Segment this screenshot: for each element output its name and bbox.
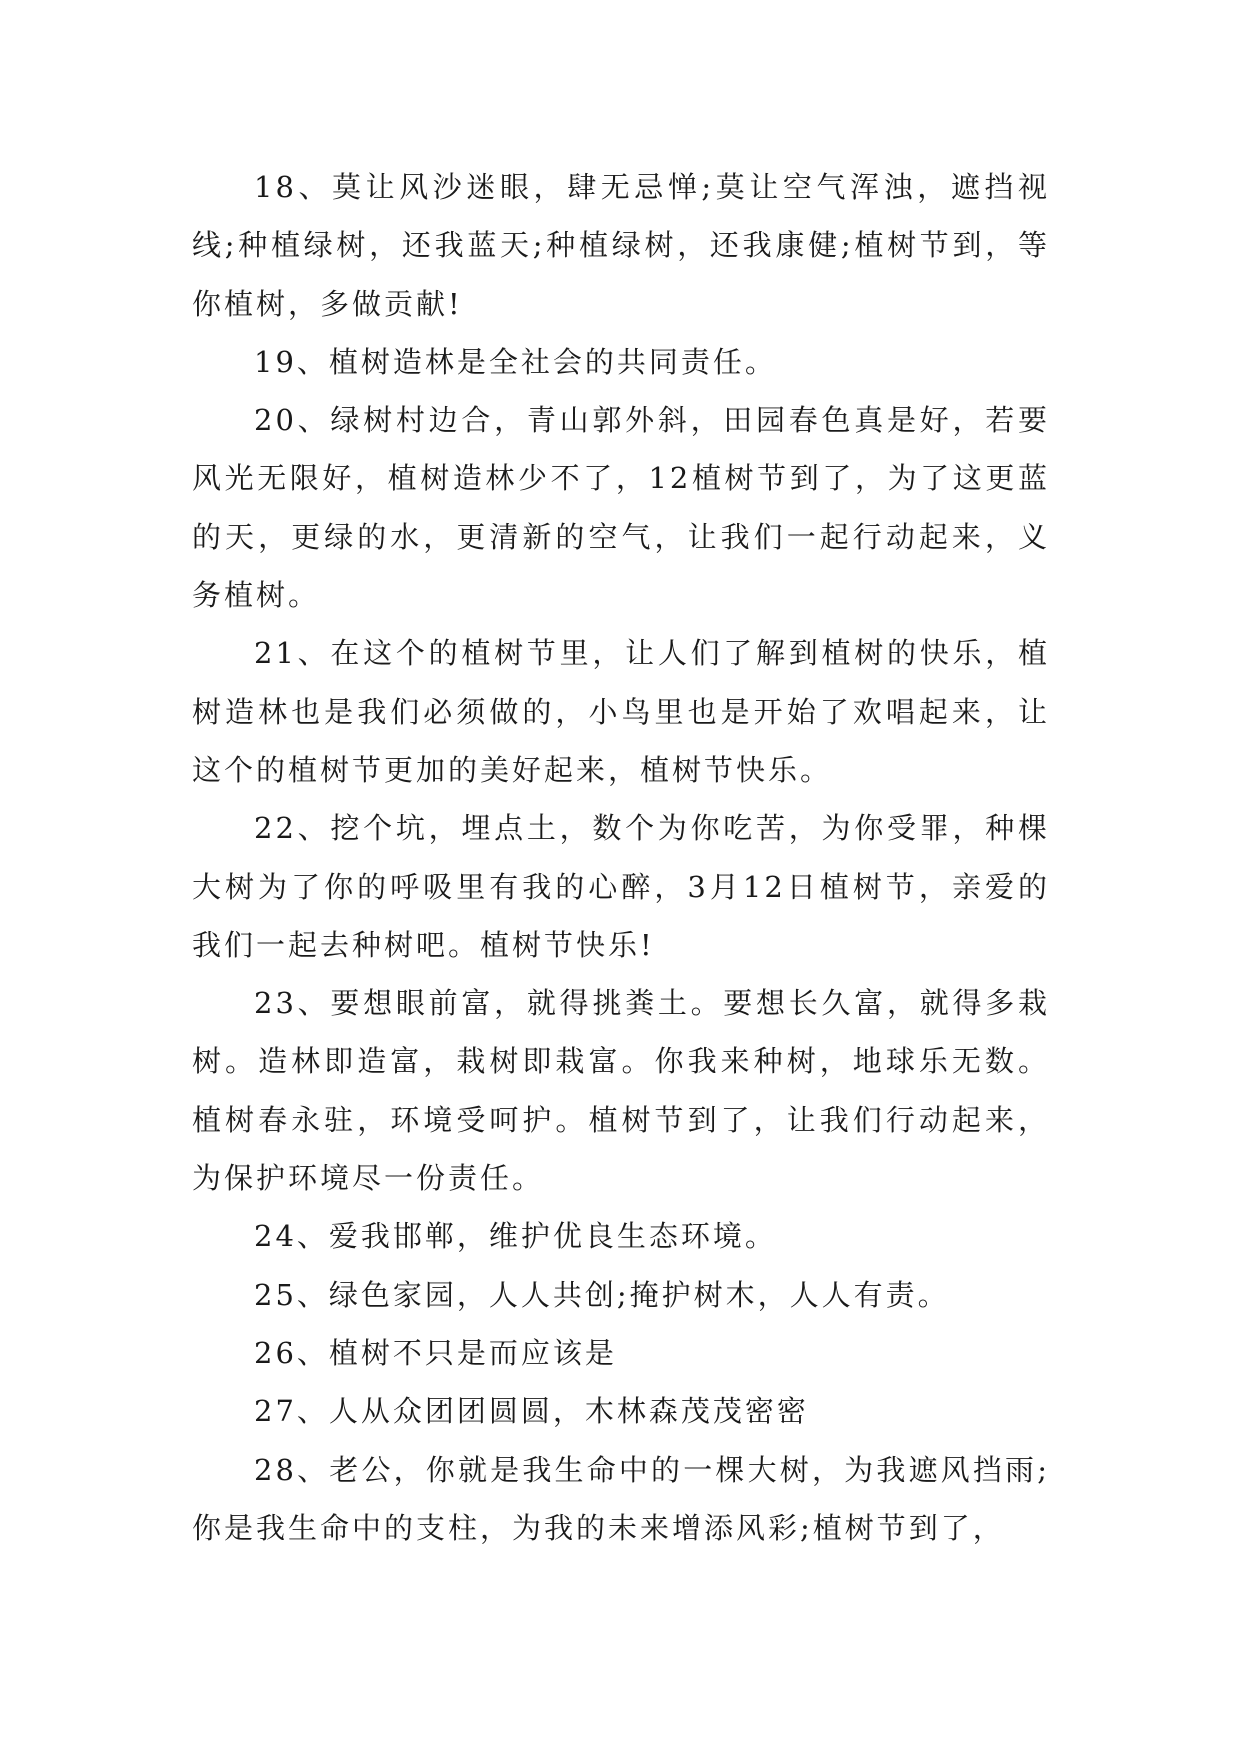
paragraph-20: 20、绿树村边合，青山郭外斜，田园春色真是好，若要风光无限好，植树造林少不了，12植树节到了，为了这更蓝的天，更绿的水，更清新的空气，让我们一起行动起来，义务植树。 [192, 403, 1050, 613]
paragraph-28: 28、老公，你就是我生命中的一棵大树，为我遮风挡雨;你是我生命中的支柱，为我的未来增添风彩;植树节到了， [192, 1452, 1050, 1545]
paragraph-21: 21、在这个的植树节里，让人们了解到植树的快乐，植树造林也是我们必须做的，小鸟里也是开始了欢唱起来，让这个的植树节更加的美好起来，植树节快乐。 [192, 636, 1050, 787]
paragraph-27: 27、人从众团团圆圆，木林森茂茂密密 [254, 1394, 809, 1429]
paragraph-19: 19、植树造林是全社会的共同责任。 [254, 344, 777, 379]
paragraph-18: 18、莫让风沙迷眼，肆无忌惮;莫让空气浑浊，遮挡视线;种植绿树，还我蓝天;种植绿树，还我康健;植树节到，等你植树，多做贡献! [192, 170, 1050, 321]
paragraph-23: 23、要想眼前富，就得挑粪土。要想长久富，就得多栽树。造林即造富，栽树即栽富。你我来种树，地球乐无数。植树春永驻，环境受呵护。植树节到了，让我们行动起来，为保护环境尽一份责任。 [192, 986, 1050, 1196]
paragraph-22: 22、挖个坑，埋点土，数个为你吃苦，为你受罪，种棵大树为了你的呼吸里有我的心醉，3月12日植树节，亲爱的我们一起去种树吧。植树节快乐! [192, 811, 1050, 962]
paragraph-25: 25、绿色家园，人人共创;掩护树木，人人有责。 [254, 1277, 950, 1312]
paragraph-24: 24、爱我邯郸，维护优良生态环境。 [254, 1219, 777, 1254]
document-body [192, 158, 1050, 1557]
paragraph-26: 26、植树不只是而应该是 [254, 1335, 617, 1370]
